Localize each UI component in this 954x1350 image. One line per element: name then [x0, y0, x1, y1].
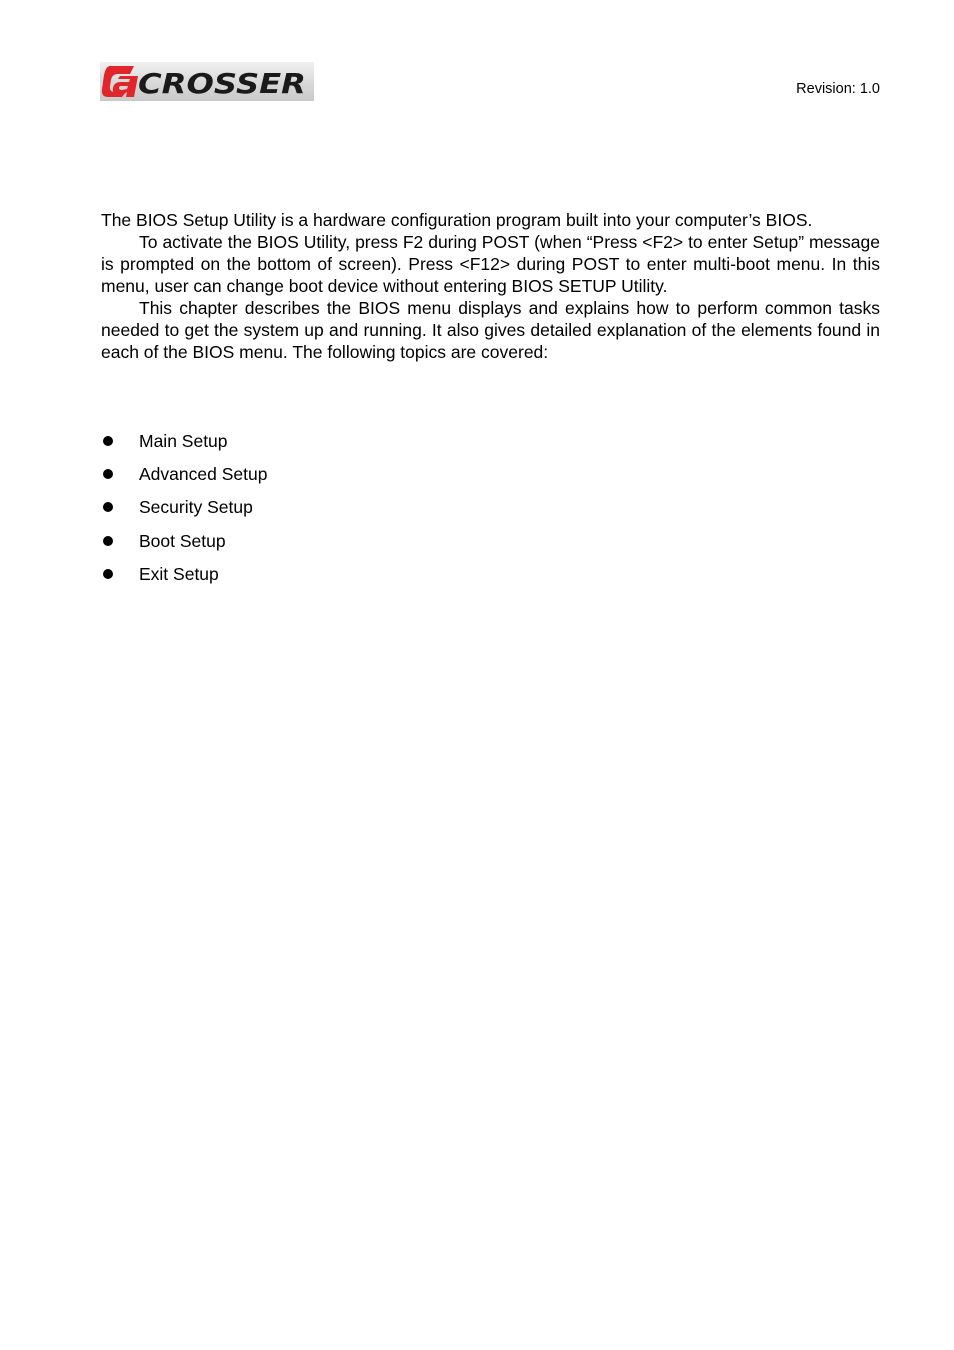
intro-text [101, 209, 880, 363]
page-header [100, 62, 880, 102]
intro-paragraph: The BIOS Setup Utility is a hardware configuration program built into your computer’s BIOS. [101, 210, 813, 230]
acrosser-logo-mark [100, 62, 314, 101]
activation-paragraph: To activate the BIOS Utility, press F2 during POST (when “Press <F2> to enter Setup” message is prompted on the bottom of screen). Press <F12> during POST to enter multi-boot menu. In this menu, user can change boot device without entering BIOS SETUP Utility. [101, 232, 880, 296]
list-item [101, 496, 501, 518]
list-item [101, 563, 501, 585]
topic-label: Main Setup [139, 431, 228, 451]
bullet-icon [103, 436, 113, 446]
acrosser-logo [100, 62, 314, 101]
list-item [101, 463, 501, 485]
list-item [101, 430, 501, 452]
svg-text:CROSSER: CROSSER [138, 67, 306, 100]
topic-label: Boot Setup [139, 530, 226, 551]
bullet-icon [103, 502, 113, 512]
topics-list [101, 430, 501, 596]
topic-label: Security Setup [139, 497, 253, 518]
bullet-icon [103, 536, 113, 546]
chapter-overview-paragraph: This chapter describes the BIOS menu displays and explains how to perform common tasks needed to get the system up and running. It also gives detailed explanation of the elements found in each of the BIOS menu. The following topics are covered: [101, 298, 880, 362]
topic-label: Advanced Setup [139, 464, 268, 485]
revision-label: Revision: 1.0 [796, 81, 880, 97]
list-item [101, 530, 501, 552]
bullet-icon [103, 569, 113, 579]
topic-label: Exit Setup [139, 563, 219, 584]
bullet-icon [103, 469, 113, 479]
